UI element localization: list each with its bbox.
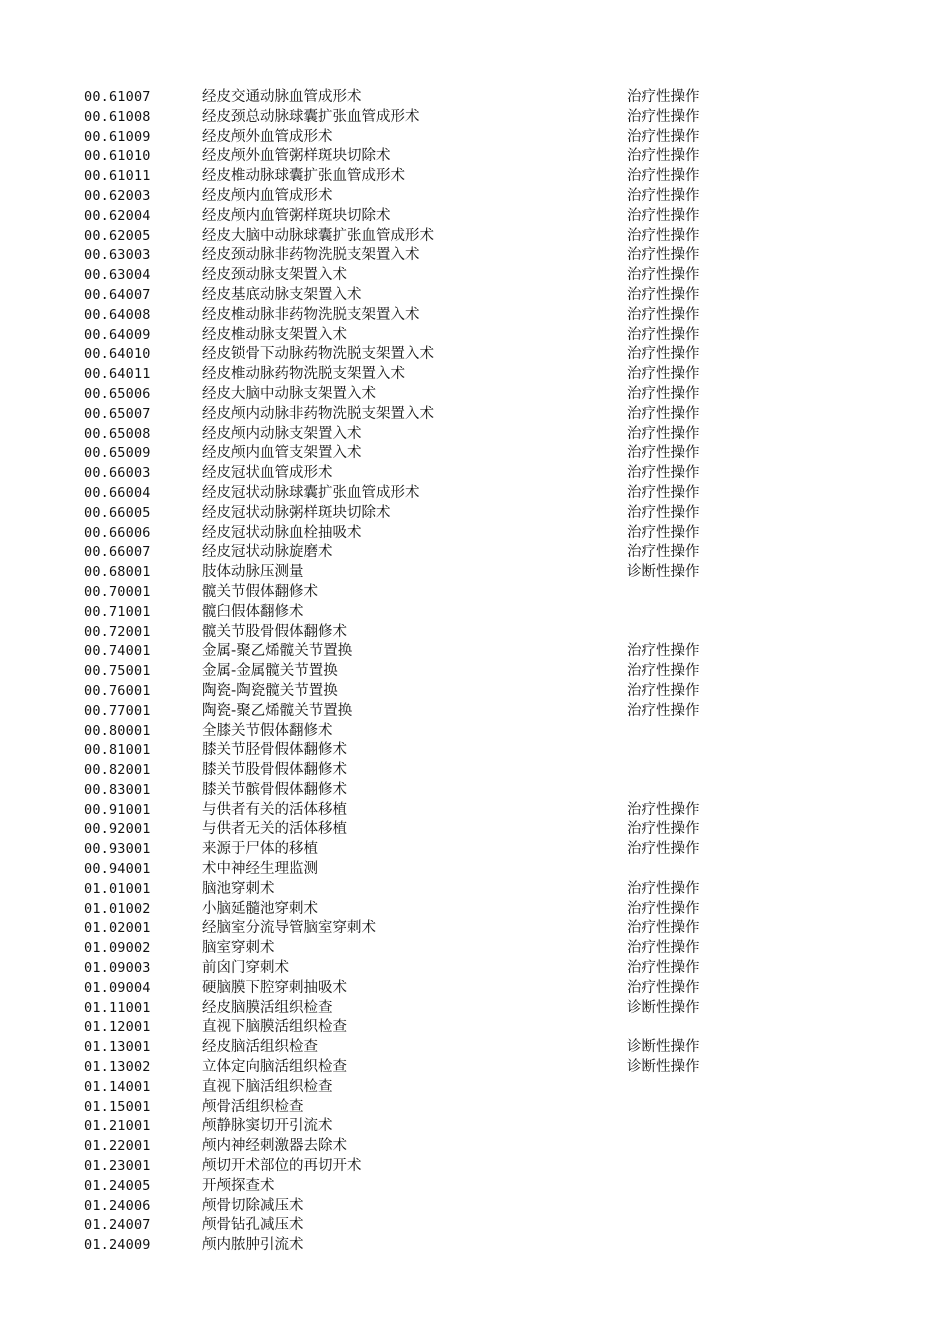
- procedure-code-cell: 01.13002: [84, 1059, 151, 1076]
- procedure-code-cell: 00.63004: [84, 267, 151, 284]
- procedure-code-cell: 00.64007: [84, 286, 151, 303]
- table-row: [0, 425, 950, 445]
- procedure-name-cell: 经皮冠状血管成形术: [202, 465, 333, 482]
- procedure-type-cell: 治疗性操作: [627, 504, 700, 521]
- procedure-name-cell: 颅骨切除减压术: [202, 1197, 304, 1214]
- procedure-type-cell: 治疗性操作: [627, 187, 700, 204]
- procedure-code-cell: 01.11001: [84, 999, 151, 1016]
- procedure-code-cell: 00.71001: [84, 603, 151, 620]
- procedure-code-cell: 00.61007: [84, 89, 151, 105]
- procedure-name-cell: 经皮颈总动脉球囊扩张血管成形术: [202, 108, 420, 125]
- table-row: [0, 187, 950, 207]
- procedure-name-cell: 经皮冠状动脉球囊扩张血管成形术: [202, 484, 420, 501]
- procedure-name-cell: 膝关节髌骨假体翻修术: [202, 781, 347, 798]
- table-row: [0, 246, 950, 266]
- procedure-type-cell: 治疗性操作: [627, 960, 700, 977]
- procedure-name-cell: 硬脑膜下腔穿刺抽吸术: [202, 979, 347, 996]
- procedure-name-cell: 前囟门穿刺术: [202, 960, 289, 977]
- procedure-code-cell: 00.65009: [84, 445, 151, 462]
- procedure-code-cell: 01.22001: [84, 1138, 151, 1155]
- procedure-name-cell: 术中神经生理监测: [202, 861, 318, 878]
- procedure-name-cell: 经皮基底动脉支架置入术: [202, 286, 362, 303]
- table-row: [0, 306, 950, 326]
- table-row: [0, 900, 950, 920]
- procedure-type-cell: 治疗性操作: [627, 247, 700, 264]
- table-row: [0, 959, 950, 979]
- procedure-name-cell: 经皮颅外血管粥样斑块切除术: [202, 148, 391, 165]
- procedure-name-cell: 经皮锁骨下动脉药物洗脱支架置入术: [202, 346, 434, 363]
- procedure-name-cell: 与供者无关的活体移植: [202, 821, 347, 838]
- procedure-name-cell: 颅骨活组织检查: [202, 1098, 304, 1115]
- procedure-code-cell: 00.70001: [84, 583, 151, 600]
- procedure-code-cell: 00.66006: [84, 524, 151, 541]
- procedure-type-cell: 治疗性操作: [627, 920, 700, 937]
- procedure-type-cell: 治疗性操作: [627, 108, 700, 125]
- procedure-name-cell: 直视下脑活组织检查: [202, 1078, 333, 1095]
- procedure-type-cell: 诊断性操作: [627, 564, 700, 581]
- table-row: [0, 999, 950, 1019]
- table-row: [0, 543, 950, 563]
- procedure-type-cell: 治疗性操作: [627, 465, 700, 482]
- procedure-name-cell: 颅静脉窦切开引流术: [202, 1118, 333, 1135]
- procedure-type-cell: 治疗性操作: [627, 880, 700, 897]
- procedure-name-cell: 肢体动脉压测量: [202, 564, 304, 581]
- procedure-type-cell: 治疗性操作: [627, 89, 700, 105]
- procedure-name-cell: 直视下脑膜活组织检查: [202, 1019, 347, 1036]
- procedure-code-cell: 00.65008: [84, 425, 151, 442]
- procedure-name-cell: 经皮大脑中动脉球囊扩张血管成形术: [202, 227, 434, 244]
- procedure-name-cell: 小脑延髓池穿刺术: [202, 900, 318, 917]
- table-row: [0, 108, 950, 128]
- procedure-code-cell: 00.68001: [84, 564, 151, 581]
- table-row: [0, 1098, 950, 1118]
- table-row: [0, 702, 950, 722]
- procedure-type-cell: 治疗性操作: [627, 702, 700, 719]
- procedure-name-cell: 经皮脑膜活组织检查: [202, 999, 333, 1016]
- procedure-type-cell: 治疗性操作: [627, 940, 700, 957]
- table-row: [0, 979, 950, 999]
- procedure-code-cell: 00.66005: [84, 504, 151, 521]
- procedure-name-cell: 颅切开术部位的再切开术: [202, 1158, 362, 1175]
- procedure-name-cell: 髋关节假体翻修术: [202, 583, 318, 600]
- procedure-type-cell: 治疗性操作: [627, 544, 700, 561]
- procedure-type-cell: 治疗性操作: [627, 148, 700, 165]
- procedure-name-cell: 经皮颈动脉非药物洗脱支架置入术: [202, 247, 420, 264]
- table-row: [0, 563, 950, 583]
- procedure-name-cell: 颅内神经刺激器去除术: [202, 1138, 347, 1155]
- procedure-code-cell: 01.09002: [84, 940, 151, 957]
- procedure-name-cell: 金属-金属髋关节置换: [202, 663, 338, 680]
- table-row: [0, 1177, 950, 1197]
- procedure-name-cell: 经皮冠状动脉血栓抽吸术: [202, 524, 362, 541]
- procedure-name-cell: 经皮颈动脉支架置入术: [202, 267, 347, 284]
- table-row: [0, 128, 950, 148]
- table-row: [0, 840, 950, 860]
- procedure-code-cell: 00.81001: [84, 742, 151, 759]
- procedure-name-cell: 经皮椎动脉非药物洗脱支架置入术: [202, 306, 420, 323]
- procedure-name-cell: 经皮颅内动脉支架置入术: [202, 425, 362, 442]
- procedure-type-cell: 治疗性操作: [627, 445, 700, 462]
- procedure-type-cell: 治疗性操作: [627, 801, 700, 818]
- procedure-code-cell: 00.75001: [84, 663, 151, 680]
- procedure-name-cell: 经皮脑活组织检查: [202, 1039, 318, 1056]
- procedure-type-cell: 治疗性操作: [627, 128, 700, 145]
- table-row: [0, 1058, 950, 1078]
- procedure-type-cell: 治疗性操作: [627, 207, 700, 224]
- table-row: [0, 642, 950, 662]
- table-row: [0, 722, 950, 742]
- procedure-type-cell: 治疗性操作: [627, 385, 700, 402]
- procedure-name-cell: 陶瓷-聚乙烯髋关节置换: [202, 702, 353, 719]
- table-row: [0, 405, 950, 425]
- table-row: [0, 603, 950, 623]
- procedure-name-cell: 髋关节股骨假体翻修术: [202, 623, 347, 640]
- procedure-code-cell: 00.61009: [84, 128, 151, 145]
- procedure-code-cell: 00.66004: [84, 484, 151, 501]
- procedure-name-cell: 膝关节股骨假体翻修术: [202, 762, 347, 779]
- procedure-code-cell: 00.94001: [84, 861, 151, 878]
- procedure-code-cell: 00.64008: [84, 306, 151, 323]
- procedure-name-cell: 经脑室分流导管脑室穿刺术: [202, 920, 376, 937]
- procedure-code-cell: 00.66007: [84, 544, 151, 561]
- table-row: [0, 880, 950, 900]
- procedure-type-cell: 诊断性操作: [627, 1059, 700, 1076]
- table-row: [0, 524, 950, 544]
- procedure-type-cell: 治疗性操作: [627, 425, 700, 442]
- procedure-type-cell: 治疗性操作: [627, 900, 700, 917]
- table-row: [0, 147, 950, 167]
- procedure-code-cell: 00.83001: [84, 781, 151, 798]
- table-row: [0, 345, 950, 365]
- procedure-code-cell: 01.01002: [84, 900, 151, 917]
- procedure-name-cell: 经皮冠状动脉粥样斑块切除术: [202, 504, 391, 521]
- procedure-code-cell: 00.76001: [84, 682, 151, 699]
- procedure-code-cell: 01.15001: [84, 1098, 151, 1115]
- procedure-name-cell: 与供者有关的活体移植: [202, 801, 347, 818]
- procedure-code-cell: 00.91001: [84, 801, 151, 818]
- procedure-name-cell: 膝关节胫骨假体翻修术: [202, 742, 347, 759]
- procedure-type-cell: 治疗性操作: [627, 643, 700, 660]
- procedure-name-cell: 经皮冠状动脉旋磨术: [202, 544, 333, 561]
- procedure-type-cell: 治疗性操作: [627, 841, 700, 858]
- procedure-name-cell: 髋臼假体翻修术: [202, 603, 304, 620]
- procedure-type-cell: 治疗性操作: [627, 286, 700, 303]
- procedure-code-cell: 01.09004: [84, 979, 151, 996]
- procedure-name-cell: 经皮颅内动脉非药物洗脱支架置入术: [202, 405, 434, 422]
- procedure-code-cell: 00.62005: [84, 227, 151, 244]
- table-row: [0, 682, 950, 702]
- procedure-type-cell: 治疗性操作: [627, 979, 700, 996]
- table-row: [0, 326, 950, 346]
- procedure-code-cell: 00.92001: [84, 821, 151, 838]
- table-row: [0, 1216, 950, 1236]
- procedure-type-cell: 治疗性操作: [627, 168, 700, 185]
- procedure-code-cell: 00.80001: [84, 722, 151, 739]
- procedure-type-cell: 诊断性操作: [627, 1039, 700, 1056]
- procedure-code-cell: 01.12001: [84, 1019, 151, 1036]
- table-row: [0, 88, 950, 108]
- procedure-name-cell: 经皮椎动脉药物洗脱支架置入术: [202, 366, 405, 383]
- procedure-code-cell: 00.82001: [84, 762, 151, 779]
- table-row: [0, 444, 950, 464]
- table-row: [0, 1038, 950, 1058]
- table-row: [0, 1117, 950, 1137]
- procedure-code-cell: 01.02001: [84, 920, 151, 937]
- procedure-code-table: [0, 88, 950, 1256]
- table-row: [0, 1078, 950, 1098]
- procedure-name-cell: 全膝关节假体翻修术: [202, 722, 333, 739]
- procedure-code-cell: 00.64009: [84, 326, 151, 343]
- procedure-code-cell: 00.65007: [84, 405, 151, 422]
- procedure-name-cell: 脑室穿刺术: [202, 940, 275, 957]
- procedure-code-cell: 00.62003: [84, 187, 151, 204]
- table-row: [0, 1137, 950, 1157]
- procedure-type-cell: 治疗性操作: [627, 524, 700, 541]
- procedure-name-cell: 立体定向脑活组织检查: [202, 1059, 347, 1076]
- table-row: [0, 385, 950, 405]
- procedure-code-cell: 00.63003: [84, 247, 151, 264]
- procedure-name-cell: 经皮颅内血管粥样斑块切除术: [202, 207, 391, 224]
- procedure-name-cell: 来源于尸体的移植: [202, 841, 318, 858]
- procedure-code-cell: 00.61010: [84, 148, 151, 165]
- procedure-code-cell: 01.23001: [84, 1158, 151, 1175]
- procedure-code-cell: 01.24006: [84, 1197, 151, 1214]
- procedure-code-cell: 00.61011: [84, 168, 151, 185]
- procedure-name-cell: 经皮椎动脉球囊扩张血管成形术: [202, 168, 405, 185]
- procedure-code-cell: 01.24007: [84, 1217, 151, 1234]
- procedure-name-cell: 金属-聚乙烯髋关节置换: [202, 643, 353, 660]
- procedure-code-cell: 00.61008: [84, 108, 151, 125]
- table-row: [0, 1197, 950, 1217]
- procedure-type-cell: 治疗性操作: [627, 227, 700, 244]
- procedure-name-cell: 陶瓷-陶瓷髋关节置换: [202, 682, 338, 699]
- table-row: [0, 781, 950, 801]
- procedure-code-cell: 00.65006: [84, 385, 151, 402]
- procedure-code-cell: 00.93001: [84, 841, 151, 858]
- table-row: [0, 1236, 950, 1256]
- procedure-code-cell: 01.24005: [84, 1177, 151, 1194]
- procedure-code-cell: 00.62004: [84, 207, 151, 224]
- procedure-name-cell: 经皮颅内血管支架置入术: [202, 445, 362, 462]
- procedure-name-cell: 颅内脓肿引流术: [202, 1237, 304, 1254]
- procedure-code-cell: 00.66003: [84, 465, 151, 482]
- table-row: [0, 167, 950, 187]
- procedure-type-cell: 治疗性操作: [627, 366, 700, 383]
- table-row: [0, 504, 950, 524]
- procedure-code-cell: 01.14001: [84, 1078, 151, 1095]
- procedure-type-cell: 诊断性操作: [627, 999, 700, 1016]
- table-row: [0, 741, 950, 761]
- procedure-code-cell: 01.24009: [84, 1237, 151, 1254]
- table-row: [0, 365, 950, 385]
- procedure-type-cell: 治疗性操作: [627, 306, 700, 323]
- procedure-code-cell: 00.77001: [84, 702, 151, 719]
- table-row: [0, 623, 950, 643]
- procedure-name-cell: 经皮大脑中动脉支架置入术: [202, 385, 376, 402]
- table-row: [0, 801, 950, 821]
- table-row: [0, 484, 950, 504]
- procedure-type-cell: 治疗性操作: [627, 326, 700, 343]
- table-row: [0, 761, 950, 781]
- procedure-type-cell: 治疗性操作: [627, 663, 700, 680]
- procedure-type-cell: 治疗性操作: [627, 346, 700, 363]
- procedure-code-cell: 00.64011: [84, 366, 151, 383]
- procedure-name-cell: 经皮颅内血管成形术: [202, 187, 333, 204]
- procedure-name-cell: 开颅探查术: [202, 1177, 275, 1194]
- table-row: [0, 266, 950, 286]
- procedure-code-cell: 00.74001: [84, 643, 151, 660]
- table-row: [0, 583, 950, 603]
- procedure-type-cell: 治疗性操作: [627, 484, 700, 501]
- procedure-code-cell: 00.64010: [84, 346, 151, 363]
- table-row: [0, 227, 950, 247]
- table-row: [0, 207, 950, 227]
- procedure-name-cell: 经皮椎动脉支架置入术: [202, 326, 347, 343]
- table-row: [0, 919, 950, 939]
- table-row: [0, 820, 950, 840]
- table-row: [0, 939, 950, 959]
- table-row: [0, 464, 950, 484]
- table-row: [0, 286, 950, 306]
- table-row: [0, 1018, 950, 1038]
- table-row: [0, 1157, 950, 1177]
- procedure-type-cell: 治疗性操作: [627, 267, 700, 284]
- procedure-code-cell: 01.01001: [84, 880, 151, 897]
- procedure-name-cell: 脑池穿刺术: [202, 880, 275, 897]
- table-row: [0, 860, 950, 880]
- table-row: [0, 662, 950, 682]
- procedure-code-cell: 01.13001: [84, 1039, 151, 1056]
- procedure-name-cell: 经皮颅外血管成形术: [202, 128, 333, 145]
- procedure-name-cell: 经皮交通动脉血管成形术: [202, 89, 362, 105]
- procedure-code-cell: 01.21001: [84, 1118, 151, 1135]
- procedure-type-cell: 治疗性操作: [627, 682, 700, 699]
- procedure-name-cell: 颅骨钻孔减压术: [202, 1217, 304, 1234]
- procedure-type-cell: 治疗性操作: [627, 821, 700, 838]
- procedure-type-cell: 治疗性操作: [627, 405, 700, 422]
- procedure-code-cell: 01.09003: [84, 960, 151, 977]
- procedure-code-cell: 00.72001: [84, 623, 151, 640]
